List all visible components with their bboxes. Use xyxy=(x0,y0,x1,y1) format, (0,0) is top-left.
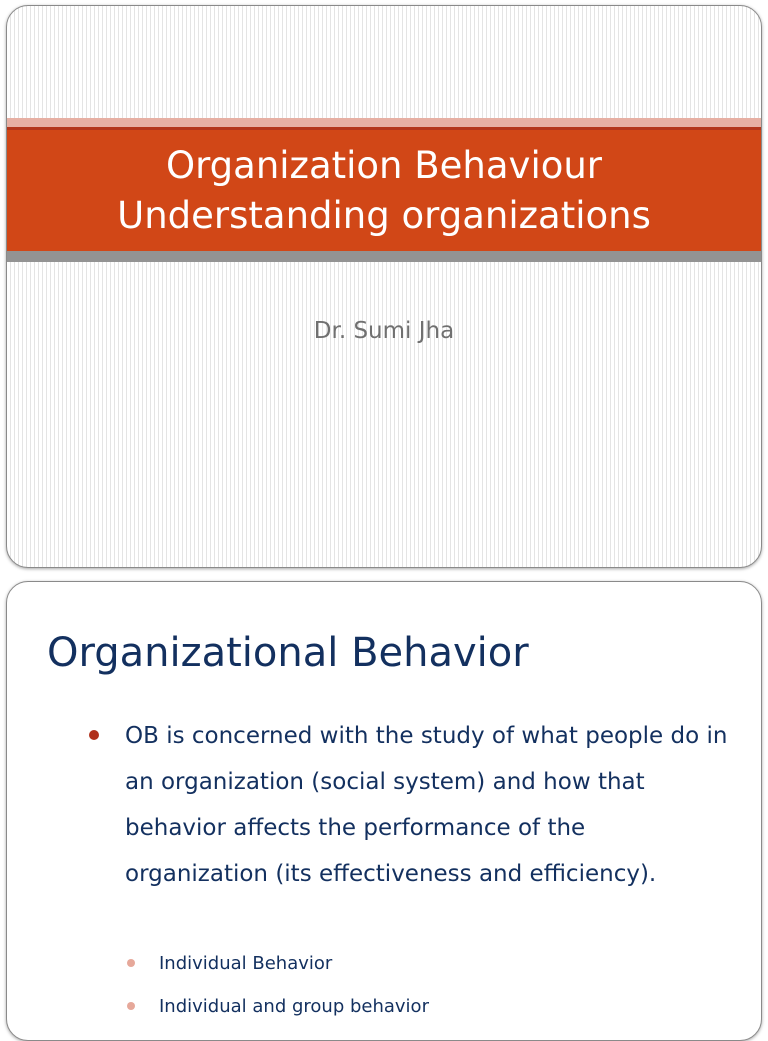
title-band xyxy=(7,130,761,251)
sub-bullet-item xyxy=(127,995,727,1038)
title-band-top-accent xyxy=(7,118,761,127)
sub-bullet-item xyxy=(127,952,727,995)
sub-bullet-text: Individual and group behavior xyxy=(159,996,429,1017)
sub-bullet-dot-icon xyxy=(127,1002,135,1010)
sub-bullet-list xyxy=(127,952,727,1038)
title-slide xyxy=(6,5,762,568)
bullet-dot-icon xyxy=(89,730,99,740)
sub-bullet-text: Individual Behavior xyxy=(159,953,333,974)
slide-title-line-2: Understanding organizations xyxy=(117,193,651,237)
bullet-text: OB is concerned with the study of what people do in an organization (social system) and how that behavior affects the performance of the organization (its effectiveness and efficiency). xyxy=(125,723,728,887)
content-slide xyxy=(6,581,762,1041)
slide-subtitle-author: Dr. Sumi Jha xyxy=(313,318,455,344)
slide-title-line-1: Organization Behaviour xyxy=(165,143,603,187)
bullet-item xyxy=(89,725,729,897)
sub-bullet-dot-icon xyxy=(127,959,135,967)
title-band-bottom-accent xyxy=(7,251,761,262)
slide-heading: Organizational Behavior xyxy=(47,630,529,676)
